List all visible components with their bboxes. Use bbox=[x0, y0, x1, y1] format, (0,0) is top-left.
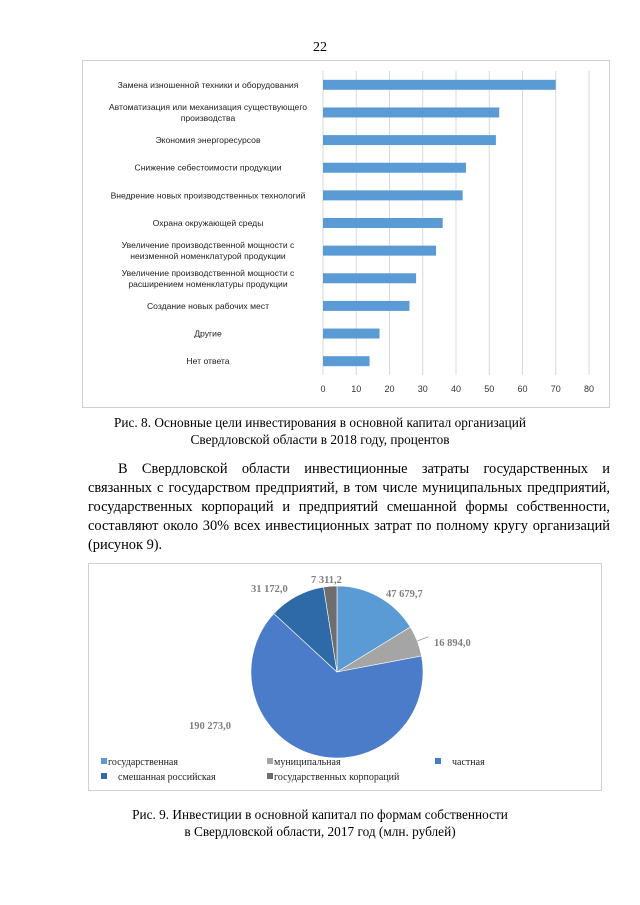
legend-swatch bbox=[267, 758, 273, 764]
x-tick-label: 80 bbox=[583, 384, 595, 394]
x-tick-label: 40 bbox=[450, 384, 462, 394]
pie-value-label: 7 311,2 bbox=[311, 575, 342, 586]
bar bbox=[323, 107, 499, 117]
category-label: Создание новых рабочих мест bbox=[146, 300, 270, 311]
category-label: Внедрение новых производственных технологий bbox=[110, 190, 306, 201]
category-label: Охрана окружающей среды bbox=[152, 218, 264, 228]
pie-value-label: 47 679,7 bbox=[386, 589, 423, 600]
category-label: Снижение себестоимости продукции bbox=[134, 162, 282, 173]
x-tick-label: 30 bbox=[417, 384, 428, 394]
legend-label: частная bbox=[452, 757, 485, 768]
category-label: расширением номенклатуры продукции bbox=[128, 278, 288, 289]
bar bbox=[323, 301, 409, 311]
figure8-caption-line2: Свердловской области в 2018 году, процентов bbox=[190, 432, 450, 447]
legend-swatch bbox=[267, 773, 273, 779]
x-tick-label: 60 bbox=[517, 384, 528, 394]
category-label: Увеличение производственной мощности с bbox=[121, 267, 295, 278]
bar bbox=[323, 329, 380, 339]
page-number: 22 bbox=[313, 40, 327, 55]
category-label: Замена изношенной техники и оборудования bbox=[117, 79, 299, 90]
figure8-caption bbox=[0, 414, 640, 448]
figure9-caption-line1: Рис. 9. Инвестиции в основной капитал по формам собственности bbox=[132, 807, 508, 822]
legend-swatch bbox=[101, 773, 107, 779]
x-tick-label: 20 bbox=[384, 384, 395, 394]
pie-value-label: 31 172,0 bbox=[251, 584, 288, 595]
body-paragraph: В Свердловской области инвестиционные затраты государственных и связанных с государством предприятий, в том числе муниципальных предприятий, государственных корпораций и предприятий смешанной формы собственности, составляют около 30% всех инвестиционных затрат по полному кругу организаций (рисунок 9). bbox=[88, 461, 610, 553]
category-label: производства bbox=[180, 112, 236, 123]
pie-chart bbox=[89, 564, 601, 790]
legend-label: смешанная российская bbox=[118, 772, 216, 783]
pie-value-label: 190 273,0 bbox=[189, 721, 231, 732]
x-tick-label: 50 bbox=[484, 384, 495, 394]
bar bbox=[323, 135, 496, 145]
legend-label: муниципальная bbox=[274, 757, 341, 768]
category-label: Другие bbox=[194, 328, 222, 339]
leader-line bbox=[417, 637, 428, 641]
pie-chart-frame bbox=[88, 563, 602, 791]
bar bbox=[323, 356, 370, 366]
bar-chart-frame bbox=[82, 60, 610, 408]
category-label: неизменной номенклатурой продукции bbox=[130, 251, 286, 262]
figure9-caption bbox=[0, 806, 640, 840]
x-tick-label: 0 bbox=[320, 384, 326, 394]
bar bbox=[323, 273, 416, 283]
pie-value-label: 16 894,0 bbox=[434, 638, 471, 649]
category-label: Экономия энергоресурсов bbox=[155, 135, 261, 146]
category-label: Автоматизация или механизация существующего bbox=[108, 101, 308, 112]
legend-label: государственных корпораций bbox=[274, 772, 400, 783]
bar bbox=[323, 246, 436, 256]
legend-swatch bbox=[101, 758, 107, 764]
bar bbox=[323, 190, 463, 200]
x-tick-label: 70 bbox=[550, 384, 561, 394]
figure9-caption-line2: в Свердловской области, 2017 год (млн. рублей) bbox=[184, 824, 456, 839]
figure8-caption-line1: Рис. 8. Основные цели инвестирования в основной капитал организаций bbox=[113, 415, 527, 430]
legend-swatch bbox=[435, 758, 441, 764]
bar bbox=[323, 218, 443, 228]
category-label: Нет ответа bbox=[186, 356, 230, 367]
bar bbox=[323, 80, 556, 90]
x-tick-label: 10 bbox=[351, 384, 362, 394]
category-label: Увеличение производственной мощности с bbox=[121, 240, 295, 251]
bar-chart bbox=[83, 61, 609, 407]
legend-label: государственная bbox=[108, 757, 178, 768]
bar bbox=[323, 163, 466, 173]
